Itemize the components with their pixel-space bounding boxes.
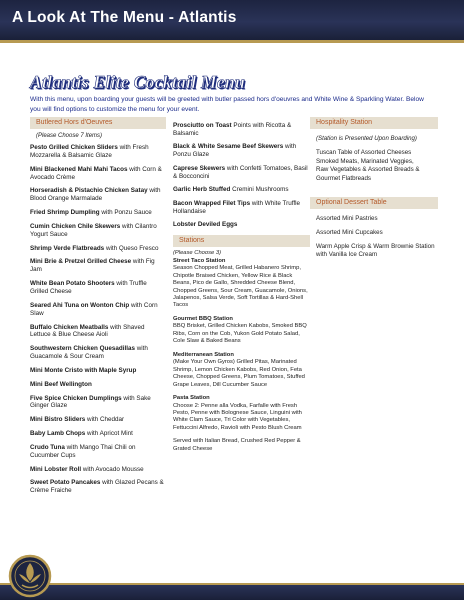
- right-column: [310, 117, 438, 265]
- dessert-header: Optional Dessert Table: [310, 197, 438, 209]
- list-item: Mini Lobster Roll with Avocado Mousse: [30, 465, 144, 473]
- list-item: Horseradish & Pistachio Chicken Satay with Blood Orange Marmalade: [30, 187, 161, 203]
- dessert-item: Assorted Mini Pastries: [316, 215, 378, 223]
- hospitality-note: (Station is Presented Upon Boarding): [316, 135, 417, 142]
- list-item: Garlic Herb Stuffed Cremini Mushrooms: [173, 186, 289, 194]
- dessert-list: [316, 215, 438, 259]
- list-item: Mini Bistro Sliders with Cheddar: [30, 416, 125, 424]
- header-banner: [0, 0, 464, 40]
- hospitality-line: Raw Vegetables & Assorted Breads &: [316, 166, 420, 174]
- list-item: Mini Blackened Mahi Mahi Tacos with Corn & Avocado Crème: [30, 165, 162, 181]
- dessert-item: Assorted Mini Cupcakes: [316, 228, 383, 236]
- station-body: Choose 2: Penne alla Vodka, Farfalle with Fresh Pesto, Penne with Bolognese Sauce, Linguini with White Clam Sauce, Tri Color with Vegetables, Fettuccini Alfredo, Ravioli with Pesto Blush Cream: [173, 402, 302, 431]
- station-title: Street Taco Station: [173, 258, 226, 265]
- list-item: Caprese Skewers with Confetti Tomatoes, Basil & Bocconcini: [173, 164, 308, 180]
- stations-note: (Please Choose 3): [173, 249, 222, 256]
- station-body: (Make Your Own Gyros) Grilled Pitas, Marinated Shrimp, Lemon Chicken Kabobs, Red Onion, Feta Cheese, Chopped Greens, Plum Tomatoes, Stuffed Grape Leaves, Dill Cucumber Sauce: [173, 359, 305, 388]
- dessert-item: Warm Apple Crisp & Warm Brownie Station with Vanilla Ice Cream: [316, 242, 435, 259]
- butlered-header: Butlered Hors d'Oeuvres: [30, 117, 166, 129]
- list-item: Black & White Sesame Beef Skewers with Ponzu Glaze: [173, 143, 297, 159]
- hospitality-header: Hospitality Station: [310, 117, 438, 129]
- hospitality-line: Smoked Meats, Marinated Veggies,: [316, 157, 414, 165]
- station-title: Mediterranean Station: [173, 351, 234, 358]
- station-body: Season Chopped Meat, Grilled Habanero Shrimp, Chipotle Braised Chicken, Yellow Rice & Black Beans, Pico de Gallo, Shredded Cheese Blend, Chopped Greens, Sour Cream, Guacamole, Onions, Jalapenos, Salsa Verde, Soft Tortillas & Hard-Shell Tacos: [173, 265, 308, 309]
- list-item: Seared Ahi Tuna on Wonton Chip with Corn Slaw: [30, 301, 158, 317]
- list-item: Five Spice Chicken Dumplings with Sake Ginger Glaze: [30, 394, 151, 410]
- list-item: Shrimp Verde Flatbreads with Queso Fresco: [30, 244, 159, 252]
- list-item: Pesto Grilled Chicken Sliders with Fresh Mozzarella & Balsamic Glaze: [30, 144, 149, 159]
- stations-footer: Served with Italian Bread, Crushed Red Pepper & Grated Cheese: [173, 438, 301, 452]
- station-mediterranean: [173, 352, 310, 389]
- list-item: Buffalo Chicken Meatballs with Shaved Lettuce & Blue Cheese Aioli: [30, 323, 145, 339]
- hospitality-line: Tuscan Table of Assorted Cheeses: [316, 149, 412, 156]
- station-pasta: [173, 395, 310, 432]
- middle-column: [173, 117, 310, 453]
- middle-list: [173, 122, 310, 229]
- list-item: Sweet Potato Pancakes with Glazed Pecans & Crème Fraiche: [30, 479, 164, 495]
- header-gold-rule: [0, 40, 464, 43]
- butlered-column: [30, 117, 166, 501]
- list-item: Southwestern Chicken Quesadillas with Guacamole & Sour Cream: [30, 345, 148, 361]
- butlered-note: (Please Choose 7 Items): [36, 133, 103, 139]
- list-item: Baby Lamb Chops with Apricot Mint: [30, 430, 133, 438]
- list-item: White Bean Potato Shooters with Truffle Grilled Cheese: [30, 280, 147, 296]
- list-item: Mini Monte Cristo with Maple Syrup: [30, 366, 137, 374]
- station-title: Gourmet BBQ Station: [173, 316, 233, 323]
- list-item: Fried Shrimp Dumpling with Ponzu Sauce: [30, 209, 152, 217]
- list-item: Cumin Chicken Chile Skewers with Cilantro Yogurt Sauce: [30, 222, 157, 238]
- station-title: Pasta Station: [173, 395, 210, 402]
- list-item: Crudo Tuna with Mango Thai Chili on Cucumber Cups: [30, 443, 136, 459]
- list-item: Lobster Deviled Eggs: [173, 221, 238, 229]
- hospitality-line: Gourmet Flatbreads: [316, 174, 372, 182]
- menu-title: Atlantis Elite Cocktail Menu: [30, 72, 246, 92]
- banner-title: A Look At The Menu - Atlantis: [12, 9, 237, 26]
- station-gourmet-bbq: [173, 316, 310, 346]
- hospitality-list: [316, 149, 438, 183]
- footer-bar: [0, 585, 464, 600]
- list-item: Mini Brie & Pretzel Grilled Cheese with Fig Jam: [30, 258, 155, 274]
- menu-intro: With this menu, upon boarding your guests will be greeted with butler passed hors d'oeuvres and White Wine & Sparkling Water. Below you will find options to customize the menu for your event.: [30, 96, 424, 113]
- butlered-list: [30, 144, 166, 495]
- list-item: Prosciutto on Toast Points with Ricotta & Balsamic: [173, 122, 292, 137]
- atlantis-crest-logo-icon: [8, 554, 52, 598]
- stations-header: Stations: [173, 235, 310, 247]
- list-item: Bacon Wrapped Filet Tips with White Truffle Hollandaise: [173, 199, 301, 215]
- list-item: Mini Beef Wellington: [30, 380, 92, 388]
- station-body: BBQ Brisket, Grilled Chicken Kabobs, Smoked BBQ Ribs, Corn on the Cob, Yukon Gold Potato Salad, Cole Slaw & Baked Beans: [173, 323, 307, 345]
- station-street-taco: [173, 258, 310, 310]
